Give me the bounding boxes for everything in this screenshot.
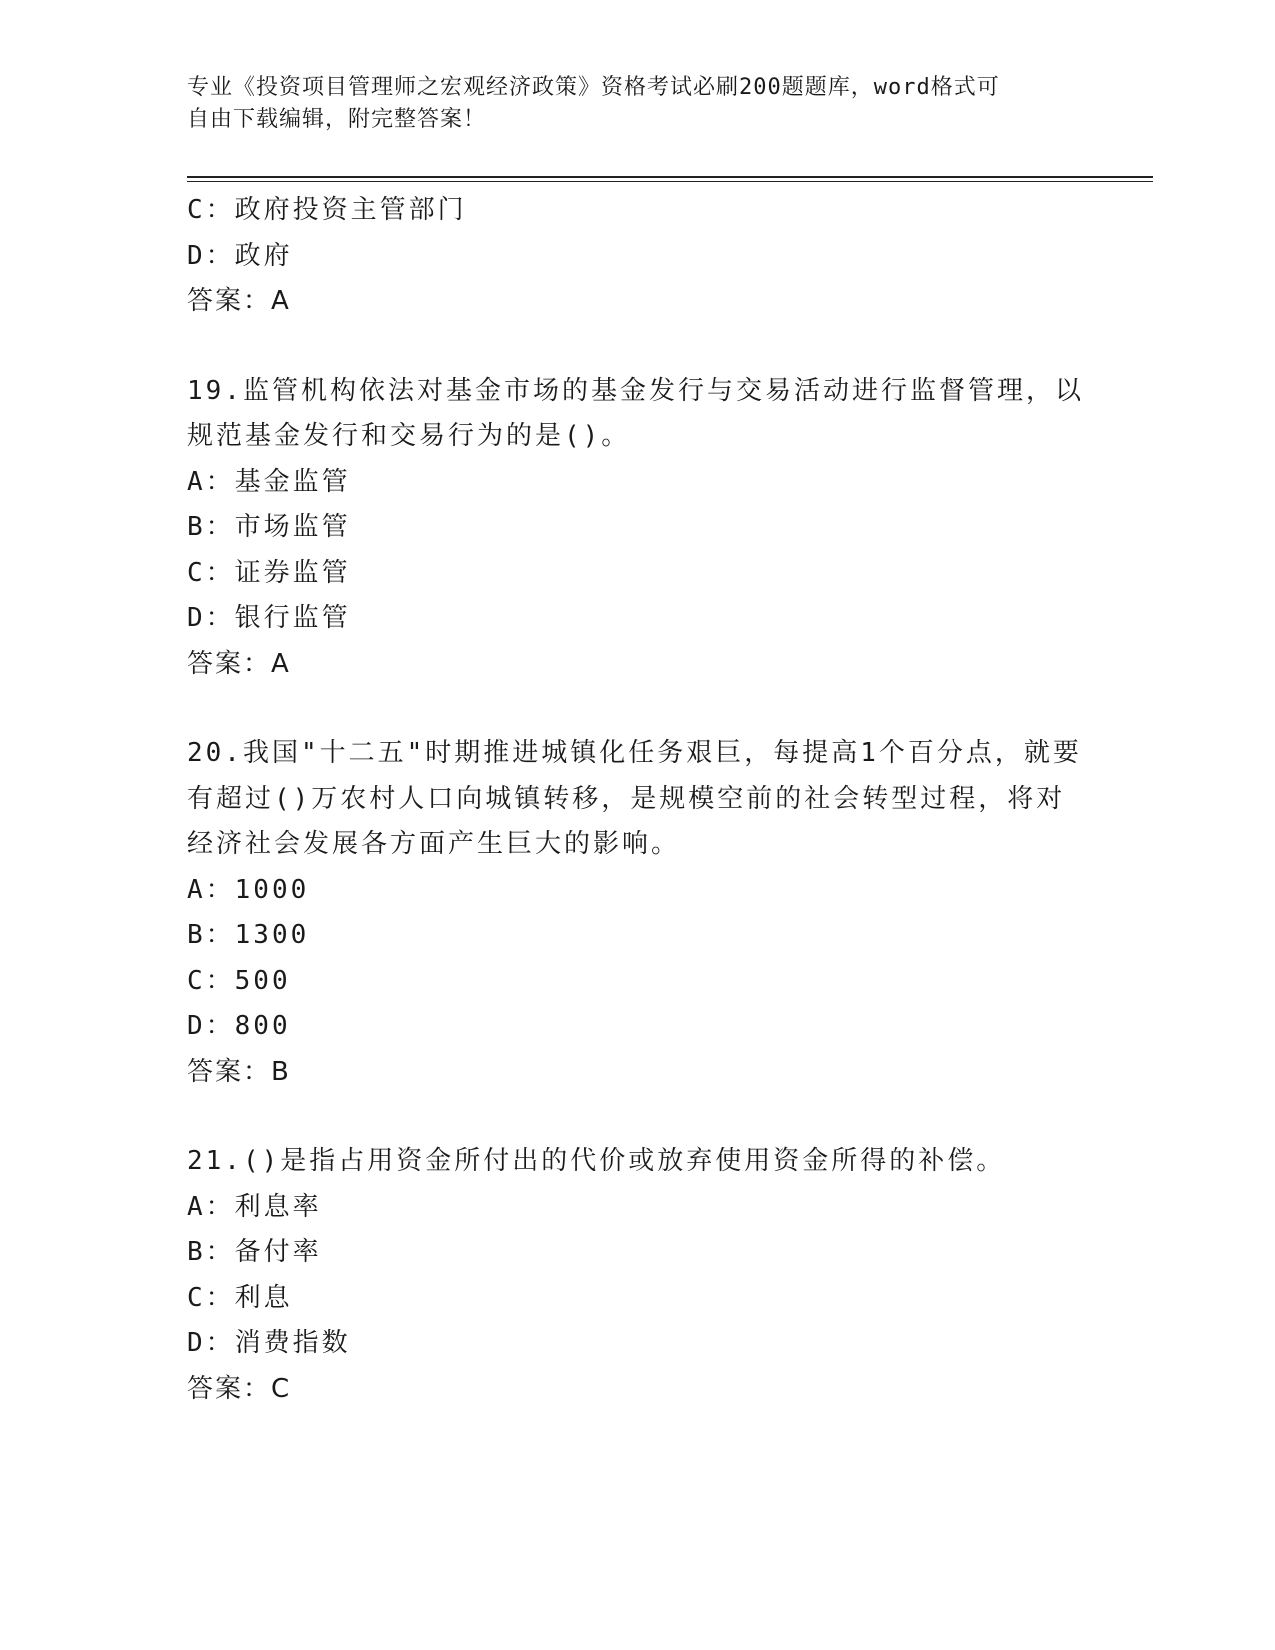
option-b: B：备付率	[187, 1237, 322, 1267]
question-stem-line: 规范基金发行和交易行为的是()。	[187, 421, 631, 451]
question-stem-line: 有超过()万农村人口向城镇转移，是规模空前的社会转型过程，将对	[187, 783, 1066, 814]
header-divider	[187, 176, 1153, 178]
previous-question-tail	[187, 188, 1087, 325]
option-c: C：利息	[187, 1282, 293, 1313]
option-c: C：政府投资主管部门	[187, 195, 467, 225]
option-c: C：500	[187, 965, 291, 996]
option-a: A：利息率	[187, 1191, 322, 1222]
page-header	[187, 72, 1067, 136]
question-stem-line: 19.监管机构依法对基金市场的基金发行与交易活动进行监督管理，以	[187, 375, 1084, 406]
option-a: A：1000	[187, 874, 310, 905]
answer-line: 答案：A	[187, 648, 291, 679]
option-d: D：政府	[187, 240, 293, 271]
header-title-line-1: 专业《投资项目管理师之宏观经济政策》资格考试必刷200题题库，word格式可	[187, 75, 1000, 100]
option-d: D：银行监管	[187, 603, 351, 633]
question-stem-line: 经济社会发展各方面产生巨大的影响。	[187, 829, 681, 859]
question-stem-line: 20.我国"十二五"时期推进城镇化任务艰巨，每提高1个百分点，就要	[187, 738, 1082, 768]
answer-line: 答案：B	[187, 1056, 291, 1087]
option-b: B：市场监管	[187, 512, 351, 542]
question-stem-line: 21.()是指占用资金所付出的代价或放弃使用资金所得的补偿。	[187, 1146, 1006, 1176]
question-content	[187, 188, 1087, 1412]
option-d: D：消费指数	[187, 1328, 351, 1358]
question-19	[187, 369, 1087, 688]
header-title-line-2: 自由下载编辑，附完整答案！	[187, 107, 487, 132]
option-c: C：证券监管	[187, 557, 351, 588]
question-20	[187, 731, 1087, 1095]
header-divider-thin	[187, 181, 1153, 182]
answer-line: 答案：A	[187, 286, 291, 316]
answer-line: 答案：C	[187, 1373, 292, 1404]
question-21	[187, 1139, 1087, 1412]
option-b: B：1300	[187, 920, 310, 950]
option-a: A：基金监管	[187, 466, 351, 497]
option-d: D：800	[187, 1011, 291, 1041]
